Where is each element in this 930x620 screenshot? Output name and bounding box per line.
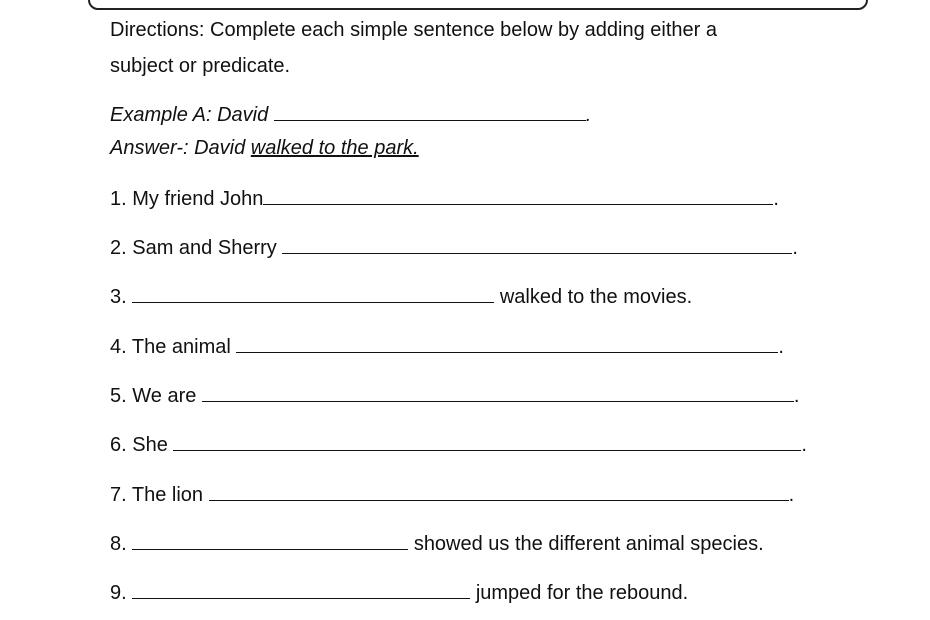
item-predicate-text: walked to the movies. xyxy=(499,286,693,308)
item-answer-blank[interactable] xyxy=(263,186,773,205)
item-subject-text: The animal xyxy=(131,336,231,358)
example-answer-prefix: Answer-: David xyxy=(110,137,246,159)
item-answer-blank[interactable] xyxy=(236,334,778,353)
item-subject-text: My friend John xyxy=(132,188,264,210)
sentence-4 xyxy=(110,334,784,359)
item-number: 6. xyxy=(110,434,127,456)
sentence-2 xyxy=(110,235,798,260)
item-number: 7. xyxy=(110,484,127,506)
example-blank[interactable] xyxy=(274,102,586,121)
item-end: . xyxy=(793,385,800,407)
directions-line-2: subject or predicate. xyxy=(110,55,291,77)
sentence-7 xyxy=(110,482,794,507)
example-answer xyxy=(110,136,419,160)
item-end: . xyxy=(778,336,784,358)
item-end: . xyxy=(788,484,795,506)
example-prompt-text: Example A: David xyxy=(110,104,269,126)
directions-line-1: Directions: Complete each simple sentence below by adding either a xyxy=(110,19,718,41)
item-number: 5. xyxy=(110,385,127,407)
item-number: 1. xyxy=(110,188,127,210)
example-answer-filled: walked to the park. xyxy=(250,137,419,159)
sentence-6 xyxy=(110,432,807,457)
item-answer-blank[interactable] xyxy=(209,482,789,501)
item-number: 4. xyxy=(110,336,127,358)
item-predicate-text: jumped for the rebound. xyxy=(475,582,689,604)
item-answer-blank[interactable] xyxy=(282,235,792,254)
item-end: . xyxy=(792,237,798,259)
item-answer-blank[interactable] xyxy=(173,432,801,451)
item-answer-blank[interactable] xyxy=(202,383,794,402)
item-answer-blank[interactable] xyxy=(132,531,408,550)
sentence-9 xyxy=(110,580,688,605)
item-end: . xyxy=(801,434,807,456)
item-answer-blank[interactable] xyxy=(132,284,494,303)
sentence-1 xyxy=(110,186,779,211)
item-predicate-text: showed us the different animal species. xyxy=(413,533,764,555)
example-prompt xyxy=(110,102,591,127)
item-end: . xyxy=(773,188,779,210)
item-answer-blank[interactable] xyxy=(132,580,470,599)
item-number: 8. xyxy=(110,533,127,555)
item-subject-text: Sam and Sherry xyxy=(132,237,277,259)
item-subject-text: We are xyxy=(132,385,197,407)
sentence-5 xyxy=(110,383,799,408)
item-subject-text: The lion xyxy=(131,484,204,506)
item-number: 9. xyxy=(110,582,127,604)
item-number: 3. xyxy=(110,286,127,308)
header-box xyxy=(88,0,868,10)
example-prompt-end: . xyxy=(585,104,592,126)
item-number: 2. xyxy=(110,237,127,259)
item-subject-text: She xyxy=(132,434,168,456)
sentence-8 xyxy=(110,531,764,556)
sentence-3 xyxy=(110,284,692,309)
